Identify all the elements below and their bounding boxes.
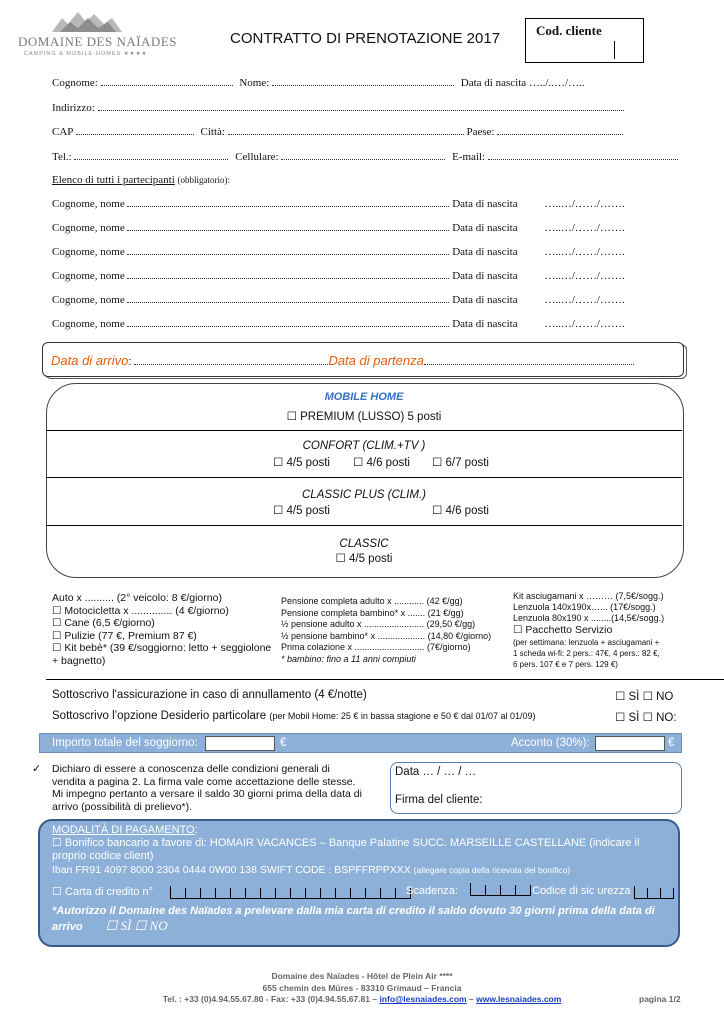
participant-name-field[interactable] [127,197,449,207]
iban-text: Iban FR91 4097 8000 2304 0444 0W00 138 SWIFT CODE : BSPFFRPPXXX [52,864,411,876]
codice-field[interactable] [634,886,674,899]
cod-cliente-label: Cod. cliente [536,23,602,38]
participant-date-label: Data di nascita [452,294,518,306]
iban-note: (allegare copia della ricevuta del bonifico) [413,865,571,875]
footer-line-2: 655 chemin des Mûres - 83310 Grimaud – Francia [262,983,462,993]
participant-label: Cognome, nome [52,318,125,330]
participant-date[interactable]: …..…/……/……. [544,318,625,330]
cod-cliente-cursor [614,41,615,59]
extra-pulizie[interactable]: ☐ Pulizie (77 €, Premium 87 €) [52,629,197,642]
client-row-2 [52,101,624,114]
paese-field[interactable] [497,125,623,135]
desiderio-note: (per Mobil Home: 25 € in bassa stagione e 50 € dal 01/07 al 01/09) [269,711,536,721]
divider [46,525,682,526]
classic-heading: CLASSIC [339,538,389,550]
sign-firma: Firma del cliente: [395,794,483,806]
mezza-pensione-adulto[interactable]: ½ pensione adulto x ........................ (29,50 €/gg) [281,619,476,629]
participant-label: Cognome, nome [52,294,125,306]
importo-label: Importo totale del soggiorno: [52,737,198,749]
nome-label: Nome: [239,77,270,89]
pacchetto-note-3: 6 pers. 107 € e 7 pers. 129 €) [513,660,618,669]
confort-heading: CONFORT (CLIM.+TV ) [302,440,426,452]
importo-field[interactable] [205,736,275,751]
classic-plus-46[interactable]: ☐ 4/6 posti [432,505,489,517]
participant-label: Cognome, nome [52,222,125,234]
participant-date[interactable]: …..…/……/……. [544,294,625,306]
premium-option[interactable]: ☐ PREMIUM (LUSSO) 5 posti [286,411,442,423]
mezza-pensione-bambino[interactable]: ½ pensione bambino* x ................... (14,80 €/giorno) [281,630,492,641]
participant-date[interactable]: …..…/……/……. [544,246,625,258]
payment-heading-colon: : [194,824,198,836]
payment-heading: MODALITÀ DI PAGAMENTO [52,824,195,836]
iban-row [52,864,570,876]
confort-46[interactable]: ☐ 4/6 posti [353,457,410,469]
participant-label: Cognome, nome [52,246,125,258]
participant-date[interactable]: …..…/……/……. [544,198,625,210]
participant-row [52,269,662,293]
confort-67[interactable]: ☐ 6/7 posti [432,457,489,469]
partenza-label: Data di partenza [328,353,424,368]
footer-email-link[interactable]: info@lesnaiades.com [379,994,467,1004]
logo-subtitle: CAMPING & MOBILE-HOMES ★★★★ [24,51,148,57]
footer-line-3 [0,994,724,1004]
nome-field[interactable] [272,76,454,86]
footer-line-1: Domaine des Naïades - Hôtel de Plein Air **** [271,971,453,981]
email-field[interactable] [488,150,678,160]
totals-bar [39,733,682,753]
prima-colazione[interactable]: Prima colazione x ............................ (7€/giorno) [281,642,471,652]
signature-box[interactable] [390,762,682,814]
arrivo-field[interactable] [134,355,328,365]
indirizzo-label: Indirizzo: [52,102,95,114]
cognome-field[interactable] [101,76,233,86]
desiderio-row [52,710,536,722]
payment-heading-wrap [52,824,198,836]
divider [46,477,682,478]
citta-field[interactable] [228,125,464,135]
declaration-text: Dichiaro di essere a conoscenza delle condizioni generali di vendita a pagina 2. La firma vale come accettazione delle stesse. Mi impegno pertanto a versare il saldo 30 giorni prima della data di arrivo (possibilità di prelievo*). [52,763,362,813]
participant-row [52,293,662,317]
bambino-note: * bambino: fino a 11 anni compiuti [281,653,416,664]
desiderio-text: Sottoscrivo l’opzione Desiderio particolare [52,710,267,722]
logo [18,8,177,58]
logo-name: DOMAINE DES NAÏADES [18,34,177,49]
confort-45[interactable]: ☐ 4/5 posti [273,457,330,469]
participant-name-field[interactable] [127,317,449,327]
client-row-1 [52,76,585,89]
partenza-field[interactable] [424,355,634,365]
pacchetto-note-2: 1 scheda wi-fi: 2 pers.: 47€, 4 pers.: 82 €, [513,649,660,658]
acconto-field[interactable] [595,736,665,751]
participant-date-label: Data di nascita [452,222,518,234]
footer-dash: – [469,994,474,1004]
acconto-label: Acconto (30%): [511,737,590,749]
insurance-options[interactable]: ☐ SÌ ☐ NO [615,691,674,703]
divider [46,679,724,680]
autorizzo-label: *Autorizzo il Domaine des Naïades a prelevare dalla mia carta di credito il saldo dovuto 30 giorni prima della data di arrivo [52,905,655,933]
cellulare-field[interactable] [281,150,445,160]
participant-row [52,317,662,341]
page-title: CONTRATTO DI PRENOTAZIONE 2017 [230,30,501,47]
client-row-4 [52,150,678,163]
insurance-text: Sottoscrivo l'assicurazione in caso di annullamento (4 €/notte) [52,689,367,701]
payment-box [38,819,680,947]
cap-field[interactable] [76,125,194,135]
participant-name-field[interactable] [127,293,449,303]
paese-label: Paese: [466,126,495,138]
footer-tel: Tel. : +33 (0)4.94.55.67.80 - Fax: +33 (0)4.94.55.67.81 – [162,994,378,1004]
dates-box [42,342,684,377]
participants-title: Elenco di tutti i partecipanti [52,174,175,186]
checkmark-icon: ✓ [32,762,42,775]
participant-date-label: Data di nascita [452,270,518,282]
participant-label: Cognome, nome [52,270,125,282]
acconto-currency: € [668,737,675,749]
extra-kit-bebe-cont: + bagnetto) [52,654,106,667]
carta-option[interactable]: ☐ Carta di credito n° [52,886,154,898]
participant-date[interactable]: …..…/……/……. [544,270,625,282]
indirizzo-field[interactable] [98,101,624,111]
logo-mountains-icon [52,8,122,34]
tel-field[interactable] [74,150,228,160]
arrivo-colon: : [128,356,132,368]
classic-45[interactable]: ☐ 4/5 posti [335,553,393,565]
arrivo-label: Data di arrivo [51,353,129,368]
participants-list [52,197,662,341]
pensione-adulto[interactable]: Pensione completa adulto x ............ (42 €/gg) [281,596,463,606]
bonifico-option[interactable]: ☐ Bonifico bancario a favore di: HOMAIR VACANCES – Banque Palatine SUCC. MARSEILLE CASTELLANE (indicare il proprio codice client) [52,837,640,862]
lenzuola-140[interactable]: Lenzuola 140x190x…... (17€/sogg.) [513,602,656,612]
participant-row [52,221,662,245]
cod-cliente-box[interactable] [525,18,644,63]
participant-date-label: Data di nascita [452,198,518,210]
extras-right [513,591,718,670]
kit-asciugamani[interactable]: Kit asciugamani x ……… (7,5€/sogg.) [513,591,664,601]
classic-plus-45[interactable]: ☐ 4/5 posti [273,505,330,517]
data-nascita-label: Data di nascita …../..…/….. [460,77,585,89]
tel-label: Tel.: [52,151,72,163]
citta-label: Città: [200,126,225,138]
cellulare-label: Cellulare: [235,151,279,163]
participant-date[interactable]: …..…/……/……. [544,222,625,234]
participants-note: (obbligatorio): [177,175,231,185]
cap-label: CAP [52,126,73,138]
participant-date-label: Data di nascita [452,246,518,258]
card-number-field[interactable] [170,886,411,899]
cognome-label: Cognome: [52,77,98,89]
participant-label: Cognome, nome [52,198,125,210]
divider [46,430,682,431]
client-row-3 [52,125,623,138]
scadenza-field[interactable] [470,883,531,896]
page-number: pagina 1/2 [639,994,681,1004]
autorizzo-text [52,905,662,934]
pensione-bambino[interactable]: Pensione completa bambino* x ....... (21 €/gg) [281,607,464,618]
codice-label: Codice di sic urezza [532,885,631,897]
sign-date: Data … / … / … [395,766,477,778]
participant-row [52,245,662,269]
scadenza-label: Scadenza: [406,885,458,897]
participants-heading [52,174,230,186]
importo-currency: € [280,737,287,749]
mobile-home-heading: MOBILE HOME [324,391,404,403]
participant-date-label: Data di nascita [452,318,518,330]
extra-moto[interactable]: ☐ Motocicletta x .............. (4 €/giorno) [52,604,229,617]
participant-name-field[interactable] [127,245,449,255]
extra-kit-bebe[interactable]: ☐ Kit bebè* (39 €/soggiorno: letto + seggiolone [52,642,272,654]
participant-name-field[interactable] [127,269,449,279]
email-label: E-mail: [452,151,486,163]
extras-mid [281,596,511,665]
classic-plus-heading: CLASSIC PLUS (CLIM.) [302,489,426,501]
lenzuola-80[interactable]: Lenzuola 80x190 x ........(14,5€/sogg.) [513,613,665,623]
autorizzo-options[interactable]: ☐ SÌ ☐ NO [105,917,168,933]
extras-left [52,592,282,667]
pacchetto-servizio[interactable]: ☐ Pacchetto Servizio [513,624,613,636]
participant-name-field[interactable] [127,221,449,231]
footer-web-link[interactable]: www.lesnaiades.com [476,994,562,1004]
participant-row [52,197,662,221]
extra-auto[interactable]: Auto x .......... (2° veicolo: 8 €/giorno) [52,592,222,604]
extra-cane[interactable]: ☐ Cane (6,5 €/giorno) [52,617,155,629]
desiderio-options[interactable]: ☐ SÌ ☐ NO: [615,712,677,724]
pacchetto-note-1: (per settimana: lenzuola + asciugamani + [513,638,660,647]
